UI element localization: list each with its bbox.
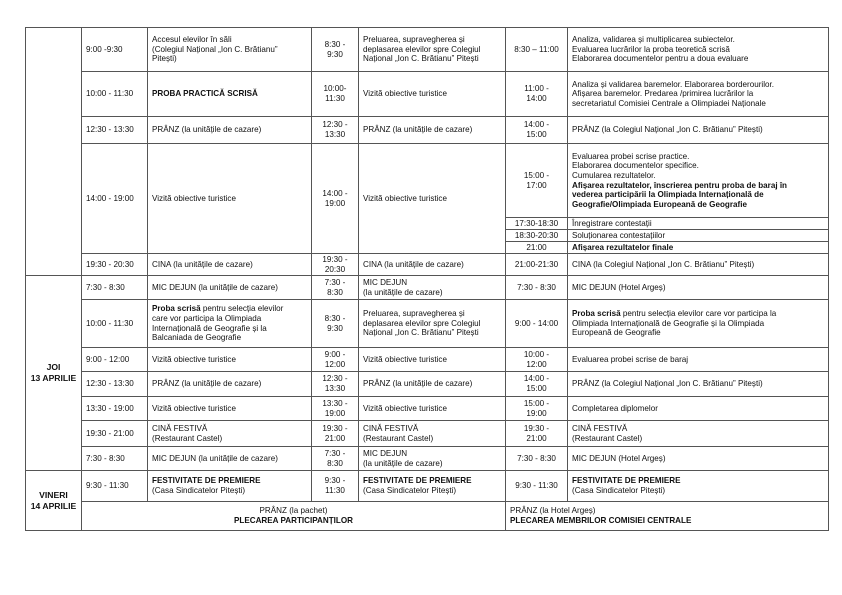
time-cell: 14:00 - 19:00 bbox=[312, 144, 359, 254]
time-cell: 12:30 - 13:30 bbox=[312, 117, 359, 144]
activity-cell: CINA (la unitățile de cazare) bbox=[148, 254, 312, 276]
table-row bbox=[26, 117, 829, 144]
time-cell: 15:00 - 17:00 bbox=[506, 144, 568, 218]
table-row bbox=[26, 254, 829, 276]
activity-cell: Vizită obiective turistice bbox=[148, 348, 312, 372]
activity-cell: CINA (la Colegiul Național „Ion C. Brătianu” Pitești) bbox=[568, 254, 829, 276]
day-label-vineri: VINERI 14 APRILIE bbox=[26, 471, 82, 531]
activity-cell: Vizită obiective turistice bbox=[359, 348, 506, 372]
time-cell: 7:30 - 8:30 bbox=[82, 276, 148, 300]
table-row bbox=[26, 28, 829, 72]
time-cell: 19:30 - 21:00 bbox=[506, 421, 568, 447]
time-cell: 9:00 - 12:00 bbox=[82, 348, 148, 372]
table-row bbox=[26, 397, 829, 421]
time-cell: 21:00 bbox=[506, 242, 568, 254]
activity-cell: Înregistrare contestații bbox=[568, 218, 829, 230]
activity-cell: Evaluarea probei scrise de baraj bbox=[568, 348, 829, 372]
activity-cell: CINĂ FESTIVĂ (Restaurant Castel) bbox=[359, 421, 506, 447]
time-cell: 21:00-21:30 bbox=[506, 254, 568, 276]
activity-cell: FESTIVITATE DE PREMIERE (Casa Sindicatelor Pitești) bbox=[359, 471, 506, 502]
time-cell: 9:00 -9:30 bbox=[82, 28, 148, 72]
activity-cell: MIC DEJUN (la unitățile de cazare) bbox=[359, 447, 506, 471]
activity-cell: CINĂ FESTIVĂ (Restaurant Castel) bbox=[148, 421, 312, 447]
activity-cell: PRÂNZ (la unitățile de cazare) bbox=[148, 117, 312, 144]
activity-cell: Vizită obiective turistice bbox=[148, 397, 312, 421]
time-cell: 13:30 - 19:00 bbox=[312, 397, 359, 421]
time-cell: 7:30 - 8:30 bbox=[506, 276, 568, 300]
table-row bbox=[26, 276, 829, 300]
time-cell: 14:00 - 15:00 bbox=[506, 117, 568, 144]
time-cell: 12:30 - 13:30 bbox=[82, 372, 148, 397]
table-row bbox=[26, 471, 829, 502]
time-cell: 12:30 - 13:30 bbox=[312, 372, 359, 397]
time-cell: 19:30 - 21:00 bbox=[312, 421, 359, 447]
activity-cell: PRÂNZ (la unitățile de cazare) bbox=[359, 372, 506, 397]
activity-cell: FESTIVITATE DE PREMIERE (Casa Sindicatelor Pitești) bbox=[148, 471, 312, 502]
time-cell: 19:30 - 20:30 bbox=[312, 254, 359, 276]
time-cell: 10:00- 11:30 bbox=[312, 72, 359, 117]
table-row bbox=[26, 447, 829, 471]
activity-cell: Vizită obiective turistice bbox=[359, 144, 506, 254]
activity-cell: Completarea diplomelor bbox=[568, 397, 829, 421]
time-cell: 14:00 - 19:00 bbox=[82, 144, 148, 254]
activity-cell: PRÂNZ (la unitățile de cazare) bbox=[148, 372, 312, 397]
table-row bbox=[26, 72, 829, 117]
activity-cell: Soluționarea contestațiilor bbox=[568, 230, 829, 242]
time-cell: 12:30 - 13:30 bbox=[82, 117, 148, 144]
activity-cell: Proba scrisă pentru selecția elevilor care vor participa la Olimpiada Internațională de Geografie și la Olimpiada Europeană de Geografie bbox=[568, 300, 829, 348]
table-row bbox=[26, 372, 829, 397]
time-cell: 9:30 - 11:30 bbox=[506, 471, 568, 502]
activity-cell: Proba scrisă pentru selecția elevilor care vor participa la Olimpiada Internațională de Geografie și la Balcaniada de Geografie bbox=[148, 300, 312, 348]
time-cell: 10:00 - 11:30 bbox=[82, 72, 148, 117]
activity-cell: MIC DEJUN (la unitățile de cazare) bbox=[359, 276, 506, 300]
final-commission-cell: PRÂNZ (la Hotel Argeș) PLECAREA MEMBRILOR COMISIEI CENTRALE bbox=[506, 502, 829, 531]
time-cell: 17:30-18:30 bbox=[506, 218, 568, 230]
table-row bbox=[26, 300, 829, 348]
table-row bbox=[26, 144, 829, 218]
time-cell: 18:30-20:30 bbox=[506, 230, 568, 242]
time-cell: 9:00 - 12:00 bbox=[312, 348, 359, 372]
time-cell: 7:30 - 8:30 bbox=[312, 447, 359, 471]
activity-cell: Preluarea, supravegherea și deplasarea elevilor spre Colegiul Național „Ion C. Brătianu” Pitești bbox=[359, 28, 506, 72]
time-cell: 7:30 - 8:30 bbox=[82, 447, 148, 471]
time-cell: 7:30 - 8:30 bbox=[312, 276, 359, 300]
time-cell: 14:00 - 15:00 bbox=[506, 372, 568, 397]
time-cell: 7:30 - 8:30 bbox=[506, 447, 568, 471]
time-cell: 10:00 - 12:00 bbox=[506, 348, 568, 372]
activity-cell: MIC DEJUN (la unitățile de cazare) bbox=[148, 276, 312, 300]
activity-cell: MIC DEJUN (Hotel Argeș) bbox=[568, 447, 829, 471]
activity-cell: PRÂNZ (la Colegiul Național „Ion C. Brătianu” Pitești) bbox=[568, 372, 829, 397]
activity-cell: Vizită obiective turistice bbox=[359, 72, 506, 117]
table-row bbox=[26, 421, 829, 447]
time-cell: 19:30 - 20:30 bbox=[82, 254, 148, 276]
time-cell: 8:30 - 9:30 bbox=[312, 28, 359, 72]
activity-cell: MIC DEJUN (la unitățile de cazare) bbox=[148, 447, 312, 471]
activity-cell: Analiza și validarea baremelor. Elaborarea borderourilor. Afișarea baremelor. Predarea /primirea lucrărilor la secretariatul Comisiei Centrale a Olimpiadei Naționale bbox=[568, 72, 829, 117]
activity-cell: MIC DEJUN (Hotel Argeș) bbox=[568, 276, 829, 300]
time-cell: 13:30 - 19:00 bbox=[82, 397, 148, 421]
day-label-joi: JOI 13 APRILIE bbox=[26, 276, 82, 471]
activity-cell: PRÂNZ (la Colegiul Național „Ion C. Brătianu” Pitești) bbox=[568, 117, 829, 144]
time-cell: 8:30 - 9:30 bbox=[312, 300, 359, 348]
day-cell-empty bbox=[26, 28, 82, 276]
activity-cell: CINA (la unitățile de cazare) bbox=[359, 254, 506, 276]
activity-cell: PROBA PRACTICĂ SCRISĂ bbox=[148, 72, 312, 117]
time-cell: 19:30 - 21:00 bbox=[82, 421, 148, 447]
activity-cell: Afișarea rezultatelor finale bbox=[568, 242, 829, 254]
time-cell: 11:00 - 14:00 bbox=[506, 72, 568, 117]
table-row bbox=[26, 348, 829, 372]
activity-cell: Evaluarea probei scrise practice. Elaborarea documentelor specifice. Cumularea rezultatelor. Afișarea rezultatelor, înscrierea pentru proba de baraj în vederea participării la Olimpiada Internațională de Geografie/Olimpiada Europeană de Geografie bbox=[568, 144, 829, 218]
time-cell: 10:00 - 11:30 bbox=[82, 300, 148, 348]
activity-cell: Preluarea, supravegherea și deplasarea elevilor spre Colegiul Național „Ion C. Brătianu” Pitești bbox=[359, 300, 506, 348]
time-cell: 9:00 - 14:00 bbox=[506, 300, 568, 348]
activity-cell: FESTIVITATE DE PREMIERE (Casa Sindicatelor Pitești) bbox=[568, 471, 829, 502]
activity-cell: CINĂ FESTIVĂ (Restaurant Castel) bbox=[568, 421, 829, 447]
time-cell: 8:30 – 11:00 bbox=[506, 28, 568, 72]
time-cell: 9:30 - 11:30 bbox=[312, 471, 359, 502]
schedule-table bbox=[25, 27, 829, 531]
activity-cell: PRÂNZ (la unitățile de cazare) bbox=[359, 117, 506, 144]
activity-cell: Vizită obiective turistice bbox=[359, 397, 506, 421]
time-cell: 15:00 - 19:00 bbox=[506, 397, 568, 421]
table-row-final bbox=[26, 502, 829, 531]
activity-cell: Vizită obiective turistice bbox=[148, 144, 312, 254]
time-cell: 9:30 - 11:30 bbox=[82, 471, 148, 502]
final-participants-cell: PRÂNZ (la pachet) PLECAREA PARTICIPANȚILOR bbox=[82, 502, 506, 531]
activity-cell: Accesul elevilor în săli (Colegiul Național „Ion C. Brătianu” Pitești) bbox=[148, 28, 312, 72]
activity-cell: Analiza, validarea și multiplicarea subiectelor. Evaluarea lucrărilor la proba teoretică scrisă Elaborarea documentelor pentru a doua evaluare bbox=[568, 28, 829, 72]
